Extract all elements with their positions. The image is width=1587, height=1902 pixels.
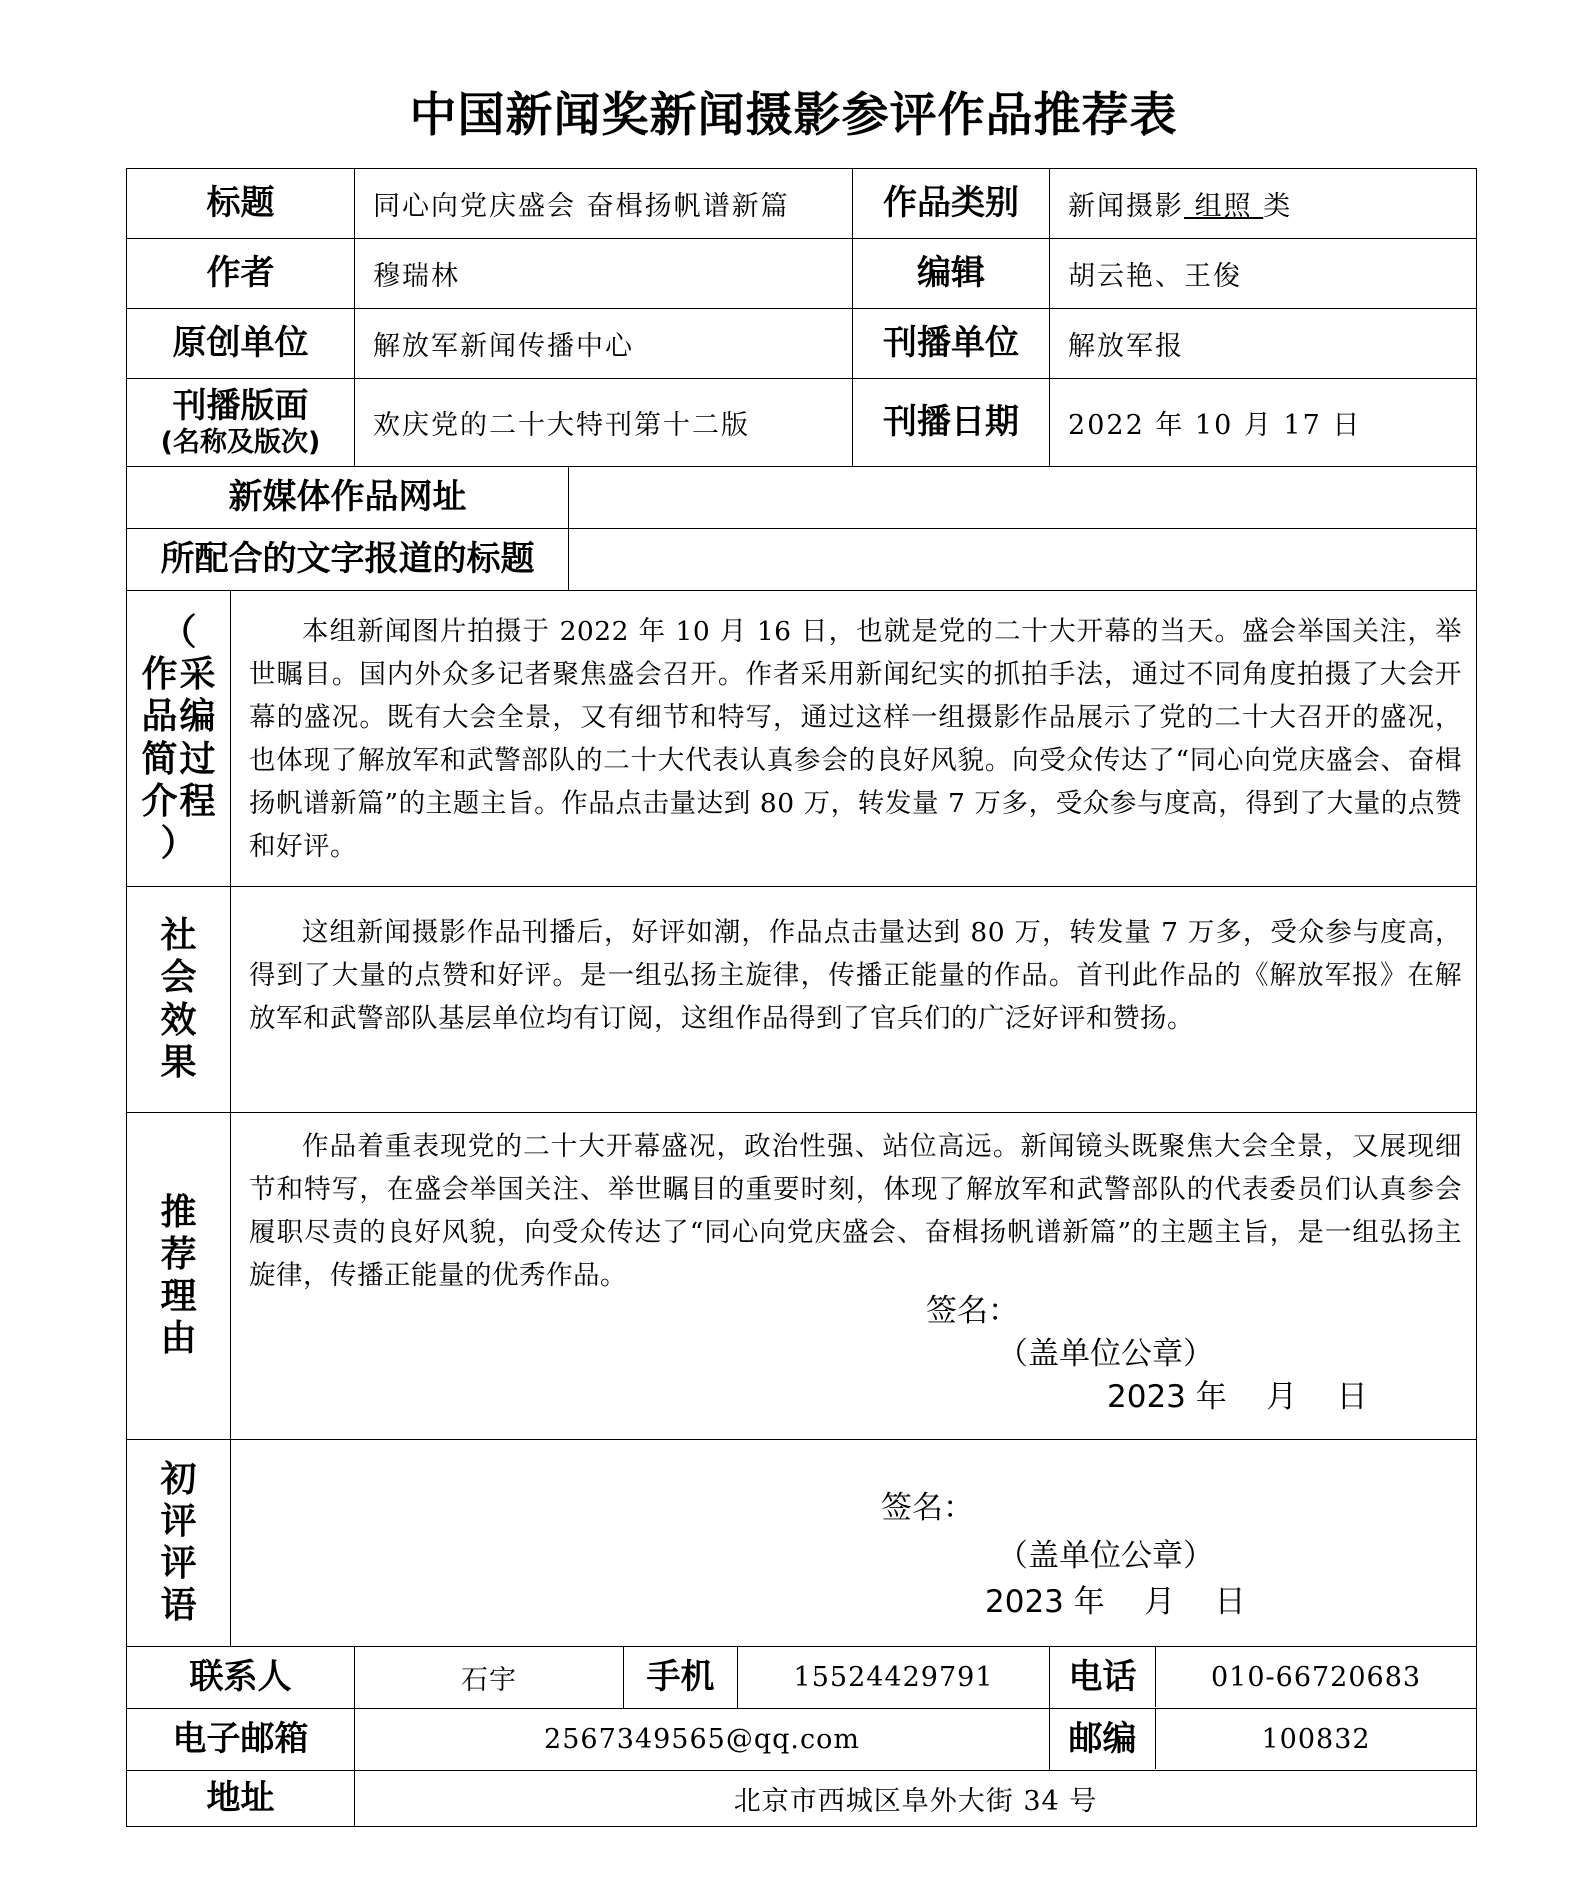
value-caption (569, 529, 1477, 591)
label-category: 作品类别 (853, 169, 1050, 239)
form-row-page (127, 379, 1477, 467)
value-title: 同心向党庆盛会 奋楫扬帆谱新篇 (355, 169, 853, 239)
value-editor: 胡云艳、王俊 (1050, 239, 1477, 309)
value-contact: 石宇 (355, 1647, 624, 1709)
form-row-caption (127, 529, 1477, 591)
value-phone: 010-66720683 (1210, 1661, 1422, 1693)
form-row-email (127, 1709, 1477, 1771)
label-origin: 原创单位 (127, 309, 355, 379)
intro-label-close: ） (160, 822, 197, 864)
form-row-url (127, 467, 1477, 529)
form-row-social (127, 887, 1477, 1113)
value-author: 穆瑞林 (355, 239, 853, 309)
value-email: 2567349565@qq.com (355, 1709, 1050, 1771)
label-url: 新媒体作品网址 (127, 467, 569, 529)
recommend-date: 2023 年 月 日 (1107, 1379, 1368, 1415)
form-row-recommend (127, 1113, 1477, 1440)
category-value: 组照 (1194, 191, 1253, 222)
label-date: 刊播日期 (853, 379, 1050, 467)
recommend-text: 作品着重表现党的二十大开幕盛况，政治性强、站位高远。新闻镜头既聚焦大会全景，又展现细节和特写，在盛会举国关注、举世瞩目的重要时刻，体现了解放军和武警部队的代表委员们认真参会履职尽责的良好风貌，向受众传达了“同心向党庆盛会、奋楫扬帆谱新篇”的主题主旨，是一组弘扬主旋律，传播正能量的优秀作品。 (249, 1131, 1463, 1291)
form-row-origin (127, 309, 1477, 379)
initial-seal: （盖单位公章） (997, 1538, 1214, 1574)
value-date: 2022 年 10 月 17 日 (1050, 379, 1477, 467)
value-origin: 解放军新闻传播中心 (355, 309, 853, 379)
value-url (569, 467, 1477, 529)
value-zip: 100832 (1261, 1723, 1371, 1755)
label-editor: 编辑 (853, 239, 1050, 309)
recommendation-form (126, 168, 1477, 1827)
intro-text: 本组新闻图片拍摄于 2022 年 10 月 16 日，也就是党的二十大开幕的当天。盛会举国关注，举世瞩目。国内外众多记者聚焦盛会召开。作者采用新闻纪实的抓拍手法，通过不同角度拍摄了大会开幕的盛况。既有大会全景，又有细节和特写，通过这样一组摄影作品展示了党的二十大召开的盛况，也体现了解放军和武警部队的二十大代表认真参会的良好风貌。向受众传达了“同心向党庆盛会、奋楫扬帆谱新篇”的主题主旨。作品点击量达到 80 万，转发量 7 万多，受众参与度高，得到了大量的点赞和好评。 (249, 615, 1463, 862)
value-mobile: 15524429791 (738, 1647, 1050, 1709)
form-row-initial (127, 1440, 1477, 1647)
label-contact: 联系人 (127, 1647, 355, 1709)
label-address: 地址 (127, 1771, 355, 1827)
form-row-author (127, 239, 1477, 309)
label-initial: 初 评 评 语 (127, 1440, 231, 1647)
label-recommend: 推 荐 理 由 (127, 1113, 231, 1440)
value-page: 欢庆党的二十大特刊第十二版 (355, 379, 853, 467)
social-text: 这组新闻摄影作品刊播后，好评如潮，作品点击量达到 80 万，转发量 7 万多，受众参与度高，得到了大量的点赞和好评。是一组弘扬主旋律，传播正能量的作品。首刊此作品的《解放军报》在解放军和武警部队基层单位均有订阅，这组作品得到了官兵们的广泛好评和赞扬。 (249, 917, 1463, 1034)
label-caption: 所配合的文字报道的标题 (127, 529, 569, 591)
category-prefix: 新闻摄影 (1068, 191, 1185, 222)
zip-cell (1050, 1709, 1477, 1771)
value-publisher: 解放军报 (1050, 309, 1477, 379)
label-page: 刊播版面 (名称及版次) (127, 379, 355, 467)
intro-label-open: （ (160, 612, 197, 654)
label-social: 社 会 效 果 (127, 887, 231, 1113)
value-category (1050, 169, 1477, 239)
label-author: 作者 (127, 239, 355, 309)
initial-sign: 签名： (881, 1490, 974, 1526)
form-row-address (127, 1771, 1477, 1827)
form-row-contact (127, 1647, 1477, 1709)
recommend-cell (231, 1113, 1477, 1440)
label-publisher: 刊播单位 (853, 309, 1050, 379)
form-row-title (127, 169, 1477, 239)
page-title: 中国新闻奖新闻摄影参评作品推荐表 (409, 88, 1178, 143)
label-intro: （ 作 品 简 介 采 编 过 程 ） (127, 591, 231, 887)
label-title: 标题 (127, 169, 355, 239)
value-address: 北京市西城区阜外大街 34 号 (355, 1771, 1477, 1827)
label-email: 电子邮箱 (127, 1709, 355, 1771)
recommend-sign: 签名： (926, 1293, 1019, 1329)
initial-cell (231, 1440, 1477, 1647)
label-mobile: 手机 (624, 1647, 738, 1709)
form-row-intro (127, 591, 1477, 887)
social-cell (231, 887, 1477, 1113)
phone-cell (1050, 1647, 1477, 1709)
label-page-sub: (名称及版次) (160, 426, 321, 458)
category-suffix: 类 (1263, 191, 1293, 222)
label-phone: 电话 (1050, 1647, 1156, 1707)
initial-date: 2023 年 月 日 (985, 1584, 1246, 1620)
label-zip: 邮编 (1050, 1709, 1156, 1769)
intro-cell (231, 591, 1477, 887)
recommend-seal: （盖单位公章） (997, 1336, 1214, 1372)
